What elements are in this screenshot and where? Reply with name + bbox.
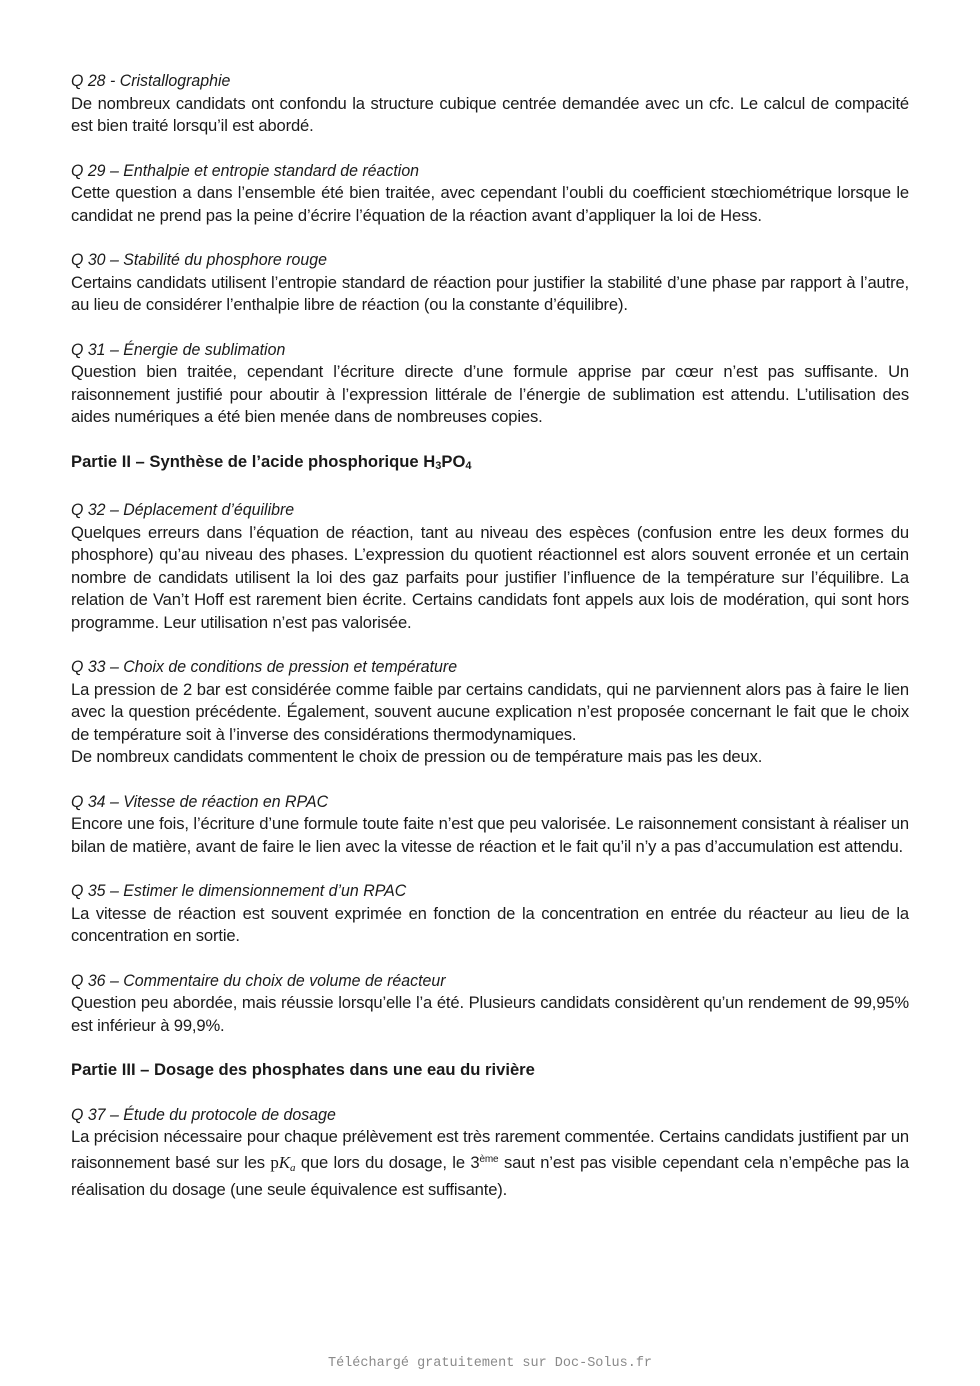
section-q35 bbox=[71, 880, 909, 948]
footer-watermark: Téléchargé gratuitement sur Doc-Solus.fr bbox=[327, 1356, 653, 1371]
section-q33 bbox=[71, 656, 909, 769]
ordinal-superscript: ème bbox=[479, 1153, 499, 1165]
part-3-heading: Partie III – Dosage des phosphates dans une eau du rivière bbox=[71, 1060, 535, 1079]
pka-p: p bbox=[270, 1152, 279, 1172]
question-comment: La pression de 2 bar est considérée comme faible par certains candidats, qui ne parviennent alors pas à faire le lien avec la question précédente. Également, souvent aucune explication n’est proposée concernant le fait que le choix de température soit à l’inverse des considérations thermodynamiques. bbox=[71, 679, 909, 744]
question-comment: De nombreux candidats ont confondu la structure cubique centrée demandée avec un cfc. Le calcul de compacité est bien traité lorsqu’il est abordé. bbox=[71, 93, 909, 135]
question-comment: Certains candidats utilisent l’entropie standard de réaction pour justifier la stabilité d’une phase par rapport à l’autre, au lieu de considérer l’enthalpie libre de réaction (ou la constante d’équilibre). bbox=[71, 272, 909, 314]
question-comment: Cette question a dans l’ensemble été bien traitée, avec cependant l’oubli du coefficient stœchiométrique lorsque le candidat ne prend pas la peine d’écrire l’équation de la réaction avant d’appliquer la loi de Hess. bbox=[71, 183, 909, 225]
question-heading: Q 33 – Choix de conditions de pression et température bbox=[71, 657, 458, 676]
pka-subscript: a bbox=[289, 1161, 296, 1174]
question-heading: Q 31 – Énergie de sublimation bbox=[71, 339, 286, 359]
question-comment bbox=[71, 1126, 909, 1202]
section-q30 bbox=[71, 249, 909, 317]
question-comment: Question peu abordée, mais réussie lorsqu’elle l’a été. Plusieurs candidats considèrent qu’un rendement de 99,95% est inférieur à 99,9%. bbox=[71, 993, 909, 1035]
section-q32 bbox=[71, 499, 909, 634]
section-q29 bbox=[71, 160, 909, 228]
subscript: 4 bbox=[465, 459, 472, 472]
formula-part: PO bbox=[441, 451, 466, 471]
question-heading: Q 30 – Stabilité du phosphore rouge bbox=[71, 250, 327, 269]
question-heading: Q 36 – Commentaire du choix de volume de réacteur bbox=[71, 970, 446, 990]
comment-text: que lors du dosage, le 3 bbox=[295, 1152, 480, 1172]
question-heading: Q 28 - Cristallographie bbox=[71, 71, 231, 90]
question-comment-extra: De nombreux candidats commentent le choix de pression ou de température mais pas les deux. bbox=[71, 747, 763, 766]
document-page bbox=[71, 70, 909, 1224]
question-heading: Q 34 – Vitesse de réaction en RPAC bbox=[71, 791, 329, 811]
part-2-heading bbox=[71, 451, 909, 478]
pka-formula bbox=[270, 1153, 295, 1172]
question-heading: Q 35 – Estimer le dimensionnement d’un RPAC bbox=[71, 881, 407, 900]
section-q37 bbox=[71, 1104, 909, 1202]
section-q28 bbox=[71, 70, 909, 138]
comment-text: saut n’est pas visible cependant cela n’empêche pas la réalisation du dosage (une seule équivalence est suffisante). bbox=[71, 1152, 909, 1199]
question-comment: Encore une fois, l’écriture d’une formule toute faite n’est que peu valorisée. Le raisonnement consistant à réaliser un bilan de matière, avant de faire le lien avec la vitesse de réaction et le fait qu’il n’y a pas d’accumulation est attendu. bbox=[71, 814, 909, 856]
question-comment: Quelques erreurs dans l’équation de réaction, tant au niveau des espèces (confusion entre les deux formes du phosphore) qu’au niveau des phases. L’expression du quotient réactionnel est alors souvent erronée et un certain nombre de candidats utilisent la loi des gaz parfaits pour justifier l’influence de la température sur l’équilibre. La relation de Van’t Hoff est rarement bien écrite. Certains candidats font appels aux lois de modération, qui sont hors programme. Leur utilisation n’est pas valorisée. bbox=[71, 522, 909, 632]
question-heading: Q 29 – Enthalpie et entropie standard de réaction bbox=[71, 160, 420, 180]
question-heading: Q 37 – Étude du protocole de dosage bbox=[71, 1104, 336, 1124]
pka-k: K bbox=[278, 1152, 290, 1172]
question-comment: La vitesse de réaction est souvent exprimée en fonction de la concentration en entrée du réacteur au lieu de la concentration en sortie. bbox=[71, 903, 909, 945]
section-q36 bbox=[71, 970, 909, 1038]
subscript: 3 bbox=[435, 459, 442, 472]
part-2-title: Partie II – Synthèse de l’acide phosphorique H bbox=[71, 451, 436, 471]
comment-text: La précision nécessaire pour chaque prélèvement est très rarement commentée. Certains candidats justifient par un raisonnement basé sur les bbox=[71, 1127, 909, 1172]
question-comment: Question bien traitée, cependant l’écriture directe d’une formule apprise par cœur n’est pas suffisante. Un raisonnement justifié pour aboutir à l’expression littérale de l’énergie de sublimation est attendu. L’utilisation des aides numériques a été bien menée dans de nombreuses copies. bbox=[71, 362, 909, 426]
question-heading: Q 32 – Déplacement d’équilibre bbox=[71, 500, 295, 519]
section-q34 bbox=[71, 791, 909, 859]
section-q31 bbox=[71, 339, 909, 429]
